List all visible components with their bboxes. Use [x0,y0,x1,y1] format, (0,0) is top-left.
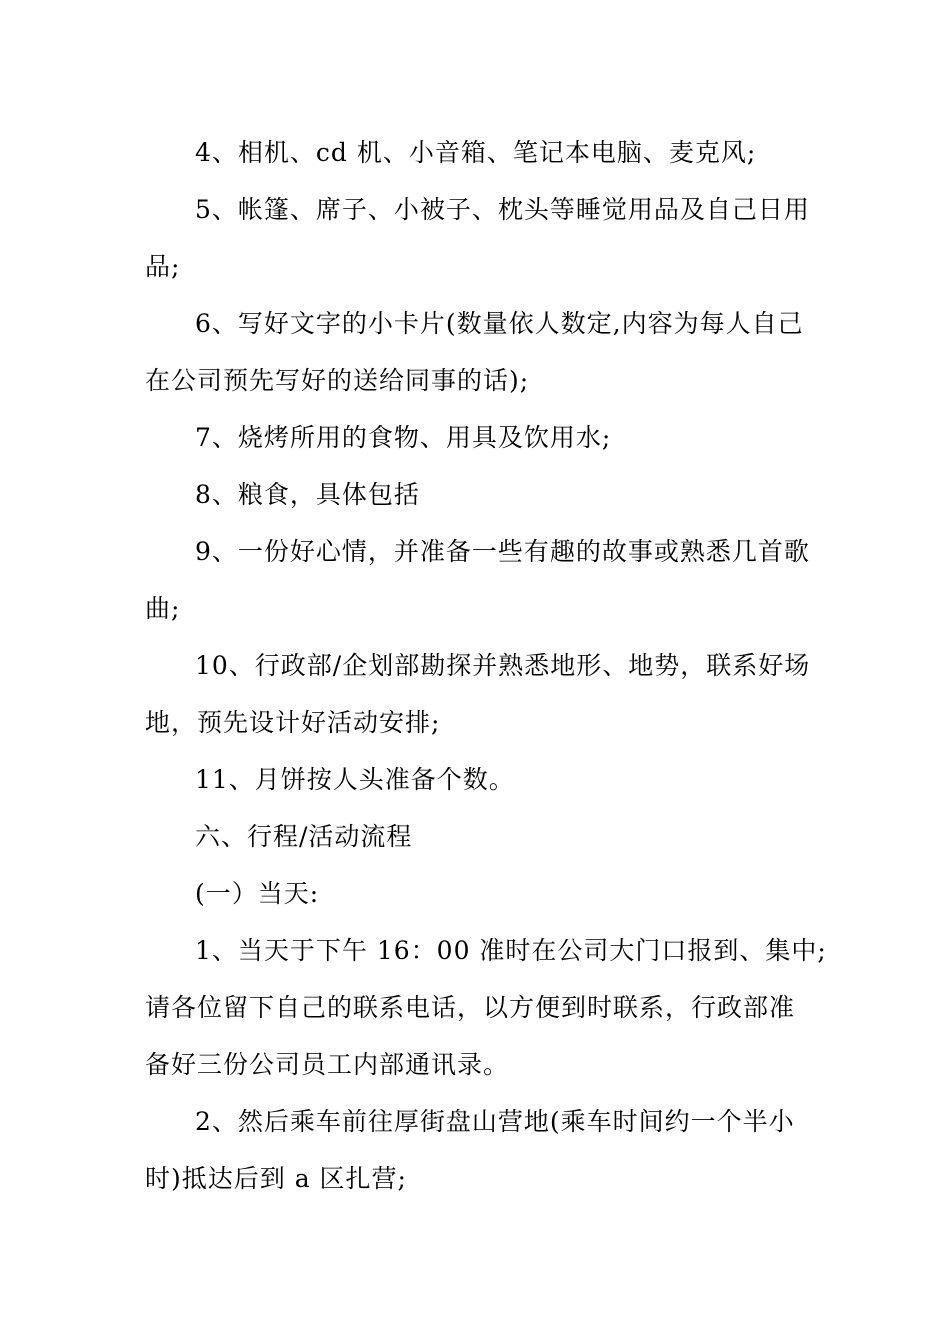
paragraph-line: 1、当天于下午 16：00 准时在公司大门口报到、集中; [195,936,827,965]
paragraph-line: 10、行政部/企划部勘探并熟悉地形、地势，联系好场 [195,651,811,680]
paragraph-line: 11、月饼按人头准备个数。 [195,765,515,794]
paragraph-line: 6、写好文字的小卡片(数量依人数定,内容为每人自己 [195,309,804,338]
paragraph-line: 4、相机、cd 机、小音箱、笔记本电脑、麦克风; [195,138,757,167]
paragraph-line: 在公司预先写好的送给同事的话); [145,366,530,395]
paragraph-line: 时)抵达后到 a 区扎营; [145,1164,407,1193]
paragraph-line: 曲; [145,594,181,623]
section-heading: 六、行程/活动流程 [195,822,413,851]
paragraph-line: 9、一份好心情，并准备一些有趣的故事或熟悉几首歌 [195,537,810,566]
paragraph-line: 5、帐篷、席子、小被子、枕头等睡觉用品及自己日用 [195,195,810,224]
paragraph-line: 品; [145,252,181,281]
subsection-heading: (一）当天: [195,879,320,908]
paragraph-line: 7、烧烤所用的食物、用具及饮用水; [195,423,612,452]
paragraph-line: 2、然后乘车前往厚街盘山营地(乘车时间约一个半小 [195,1107,795,1136]
paragraph-line: 地，预先设计好活动安排; [145,708,441,737]
paragraph-line: 8、粮食，具体包括 [195,480,420,509]
paragraph-line: 备好三份公司员工内部通讯录。 [145,1050,510,1079]
paragraph-line: 请各位留下自己的联系电话，以方便到时联系，行政部准 [145,993,796,1022]
